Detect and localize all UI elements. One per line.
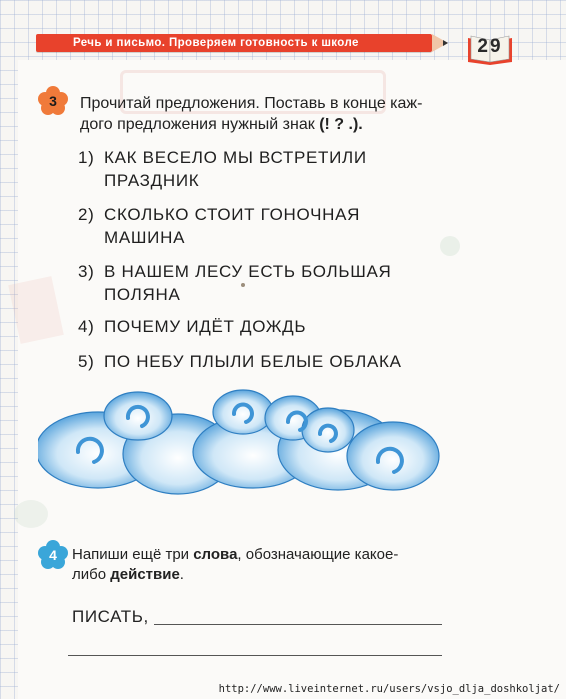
task3-instruction-line2 <box>80 114 460 135</box>
sentence-item-1 <box>78 146 438 192</box>
sentence-item-3 <box>78 260 438 306</box>
clouds-icon <box>38 388 442 500</box>
task-number-4: 4 <box>49 547 57 563</box>
sentence-line1: СКОЛЬКО СТОИТ ГОНОЧНАЯ <box>104 205 361 224</box>
sentence-number: 3) <box>78 262 95 281</box>
task4-line1-b: , обозначающие какое- <box>237 546 399 563</box>
task4-line1-a: Напиши ещё три <box>72 546 194 563</box>
chapter-title: Речь и письмо. Проверяем готовность к школе <box>73 37 359 49</box>
sentence-number: 2) <box>78 205 95 224</box>
answer-line-2[interactable] <box>68 655 442 656</box>
sentence-number: 4) <box>78 317 95 336</box>
page-number: 29 <box>477 36 503 57</box>
task4-line2-bold: действие <box>110 566 180 583</box>
sentence-number: 1) <box>78 148 95 167</box>
punctuation-marks: (! ? .). <box>319 116 363 133</box>
task3-instruction-line2-text: дого предложения нужный знак <box>80 116 320 133</box>
task4-line1-bold: слова <box>193 546 238 563</box>
chapter-header-bar <box>36 34 432 52</box>
sentence-item-2 <box>78 203 438 249</box>
sentence-line2: ПРАЗДНИК <box>104 171 200 190</box>
task4-line2-b: . <box>179 566 184 583</box>
sentence-item-4 <box>78 315 438 338</box>
task3-instruction <box>80 93 460 135</box>
sentence-line2: ПОЛЯНА <box>104 285 181 304</box>
sentence-line2: МАШИНА <box>104 228 186 247</box>
sentence-line1: В НАШЕМ ЛЕСУ ЕСТЬ БОЛЬШАЯ <box>104 262 392 281</box>
sentence-line1: ПО НЕБУ ПЛЫЛИ БЕЛЫЕ ОБЛАКА <box>104 352 402 371</box>
sentence-number: 5) <box>78 352 95 371</box>
task4-line2-a: либо <box>72 566 111 583</box>
task4-instruction-line2 <box>72 565 462 585</box>
sentence-item-5 <box>78 350 478 373</box>
source-url: http://www.liveinternet.ru/users/vsjo_dlja_doshkoljat/ <box>218 683 560 695</box>
sentence-line1: КАК ВЕСЕЛО МЫ ВСТРЕТИЛИ <box>104 148 367 167</box>
sentence-line1: ПОЧЕМУ ИДЁТ ДОЖДЬ <box>104 317 307 336</box>
example-word: ПИСАТЬ, <box>72 607 149 626</box>
task4-instruction-line1 <box>72 545 462 565</box>
task4-instruction <box>72 545 462 585</box>
pencil-lead-icon <box>443 40 448 46</box>
speck <box>241 283 245 287</box>
answer-line-1[interactable] <box>154 624 442 625</box>
task-number-3: 3 <box>49 93 57 109</box>
task3-instruction-line1: Прочитай предложения. Поставь в конце каж- <box>80 95 423 112</box>
